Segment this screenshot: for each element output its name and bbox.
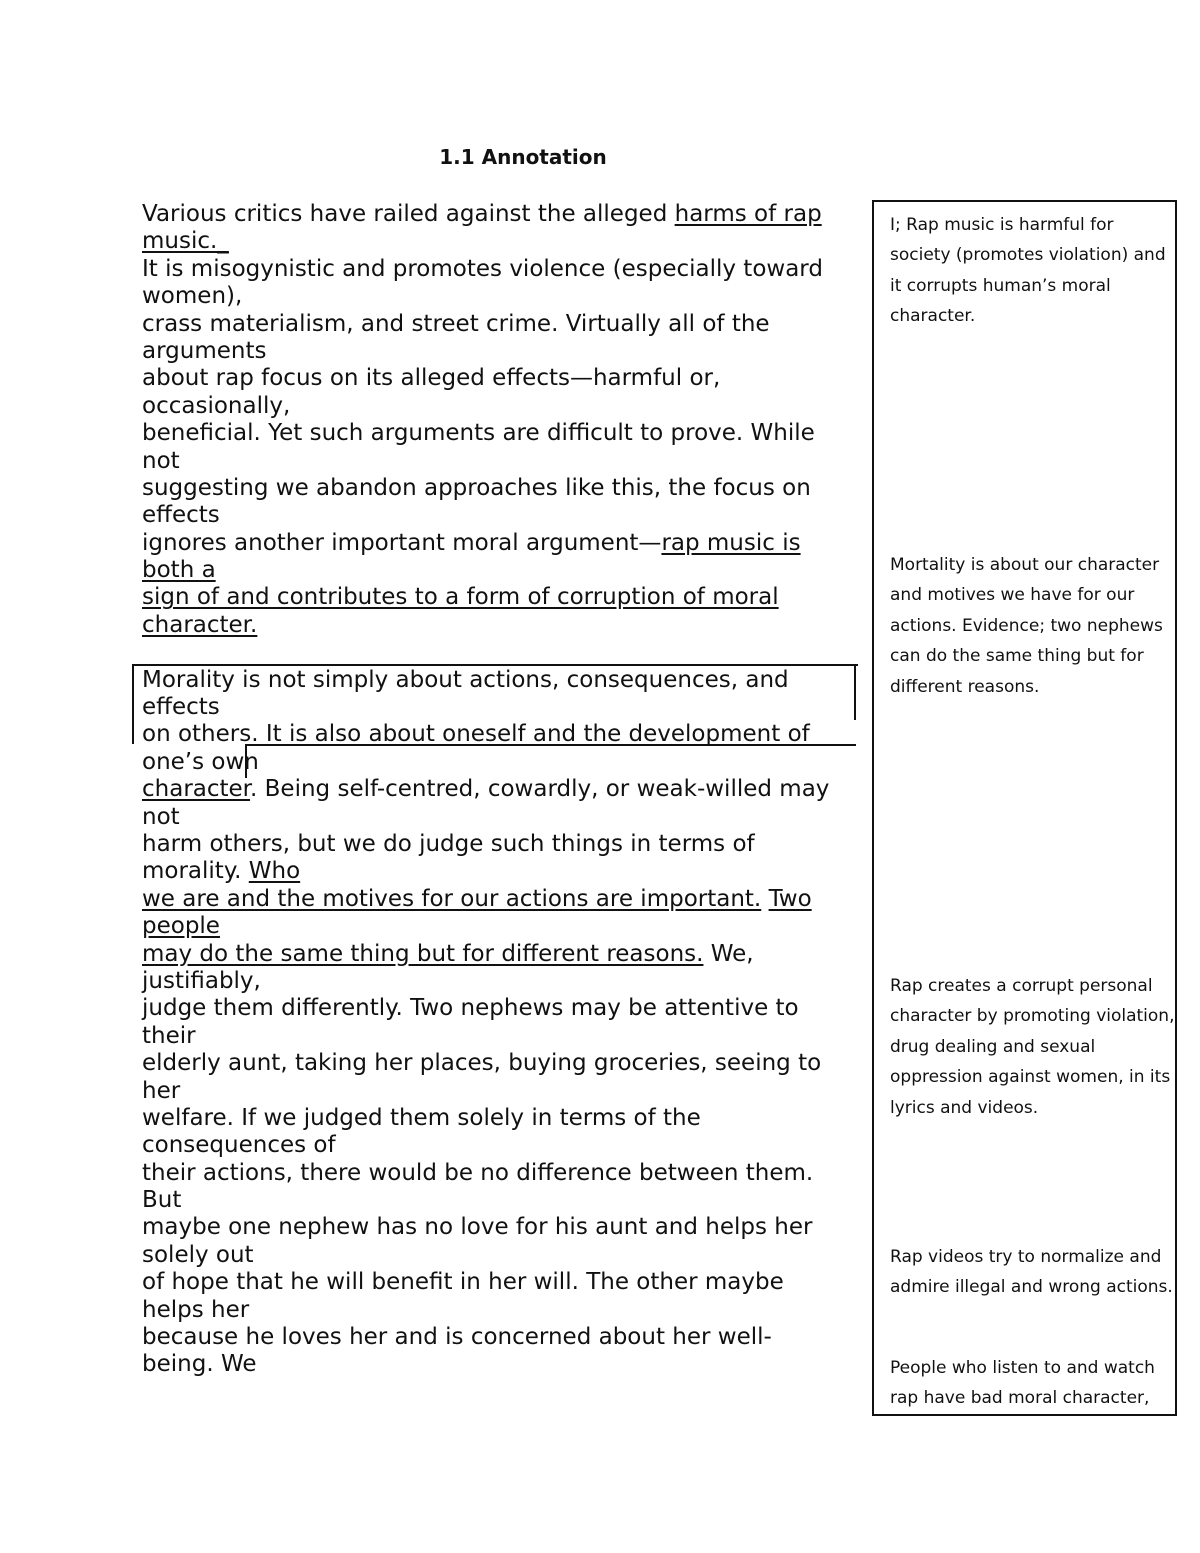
text-line: one’s own bbox=[142, 748, 259, 775]
text-line bbox=[142, 941, 854, 968]
text-line: arguments bbox=[142, 337, 267, 364]
bracket-box-left bbox=[132, 664, 134, 744]
annotation-note: Rap creates a corrupt personal character by promoting violation, drug dealing and sexual oppression against women, in its lyrics and videos. bbox=[890, 976, 1175, 1118]
underlined-text: . It is also about oneself and the development of bbox=[251, 721, 810, 748]
text-line: their bbox=[142, 1022, 196, 1049]
underlined-text: rap music is bbox=[661, 529, 801, 556]
bracket-box-right bbox=[854, 664, 856, 720]
text-line: solely out bbox=[142, 1241, 254, 1268]
bracket-box-top bbox=[132, 664, 858, 666]
text-line: beneficial. Yet such arguments are difficult to prove. While bbox=[142, 420, 815, 447]
text-line: sign of and contributes to a form of corruption of moral bbox=[142, 584, 779, 611]
text-line: suggesting we abandon approaches like this, the focus on bbox=[142, 474, 811, 501]
text-line bbox=[142, 776, 854, 803]
text-line: about rap focus on its alleged effects—harmful or, bbox=[142, 365, 721, 392]
annotation-note: I; Rap music is harmful for society (promotes violation) and it corrupts human’s moral character. bbox=[890, 215, 1166, 327]
text-cursor bbox=[245, 744, 247, 778]
text-line: of hope that he will benefit in her will. The other maybe bbox=[142, 1269, 784, 1296]
text-line: maybe one nephew has no love for his aunt and helps her bbox=[142, 1214, 813, 1241]
underlined-text: character bbox=[142, 776, 251, 803]
text-line: Morality is not simply about actions, consequences, and bbox=[142, 666, 789, 693]
annotation-note: People who listen to and watch rap have bad moral character, bbox=[890, 1358, 1155, 1409]
text-line: elderly aunt, taking her places, buying groceries, seeing to bbox=[142, 1050, 822, 1077]
text-line: music._ bbox=[142, 228, 229, 255]
text-line: effects bbox=[142, 502, 220, 529]
text-line: being. We bbox=[142, 1351, 257, 1378]
text-segment: morality. bbox=[142, 858, 249, 885]
bracket-box-bottom bbox=[246, 744, 856, 746]
paragraph-gap bbox=[142, 639, 854, 666]
text-line: helps her bbox=[142, 1296, 250, 1323]
main-text bbox=[142, 201, 854, 1379]
annotation-note: Rap videos try to normalize and admire illegal and wrong actions. bbox=[890, 1247, 1173, 1298]
text-line: It is misogynistic and promotes violence (especially toward bbox=[142, 255, 823, 282]
annotation-note: Mortality is about our character and motives we have for our actions. Evidence; two nephews can do the same thing but for different reasons. bbox=[890, 555, 1163, 697]
text-line: But bbox=[142, 1187, 182, 1214]
text-segment: ignores another important moral argument— bbox=[142, 529, 662, 556]
text-line: women), bbox=[142, 283, 243, 310]
text-segment bbox=[761, 886, 768, 912]
page-title: 1.1 Annotation bbox=[439, 145, 607, 169]
text-line: both a bbox=[142, 557, 216, 584]
text-line: consequences of bbox=[142, 1132, 336, 1159]
text-line: character. bbox=[142, 611, 258, 638]
text-line: judge them differently. Two nephews may be attentive to bbox=[142, 995, 799, 1022]
text-line: justifiably, bbox=[142, 967, 261, 994]
text-segment: on others bbox=[142, 721, 252, 748]
text-line: her bbox=[142, 1077, 181, 1104]
underlined-text: we are and the motives for our actions are important. bbox=[142, 885, 762, 912]
underlined-text: Two bbox=[768, 885, 812, 912]
text-line: not bbox=[142, 803, 180, 830]
text-line bbox=[142, 858, 854, 885]
text-line: their actions, there would be no difference between them. bbox=[142, 1159, 814, 1186]
text-segment: . Being self-centred, cowardly, or weak-willed may bbox=[250, 776, 830, 803]
text-line: effects bbox=[142, 694, 220, 721]
text-line bbox=[142, 530, 854, 557]
underlined-text: may do the same thing but for different reasons. bbox=[142, 940, 704, 967]
underlined-text: Who bbox=[248, 858, 301, 885]
text-line: welfare. If we judged them solely in terms of the bbox=[142, 1104, 701, 1131]
text-segment: Various critics have railed against the alleged bbox=[142, 201, 675, 227]
text-line: people bbox=[142, 913, 220, 940]
text-line: not bbox=[142, 447, 180, 474]
text-line: crass materialism, and street crime. Virtually all of the bbox=[142, 310, 770, 337]
text-line bbox=[142, 201, 854, 228]
text-segment: We, bbox=[703, 940, 754, 967]
text-line: because he loves her and is concerned about her well- bbox=[142, 1324, 772, 1351]
text-line: occasionally, bbox=[142, 392, 291, 419]
annotation-sidebar bbox=[872, 200, 1177, 1416]
underlined-text: harms of rap bbox=[674, 201, 822, 227]
text-line bbox=[142, 886, 854, 913]
text-line: harm others, but we do judge such things in terms of bbox=[142, 830, 755, 857]
